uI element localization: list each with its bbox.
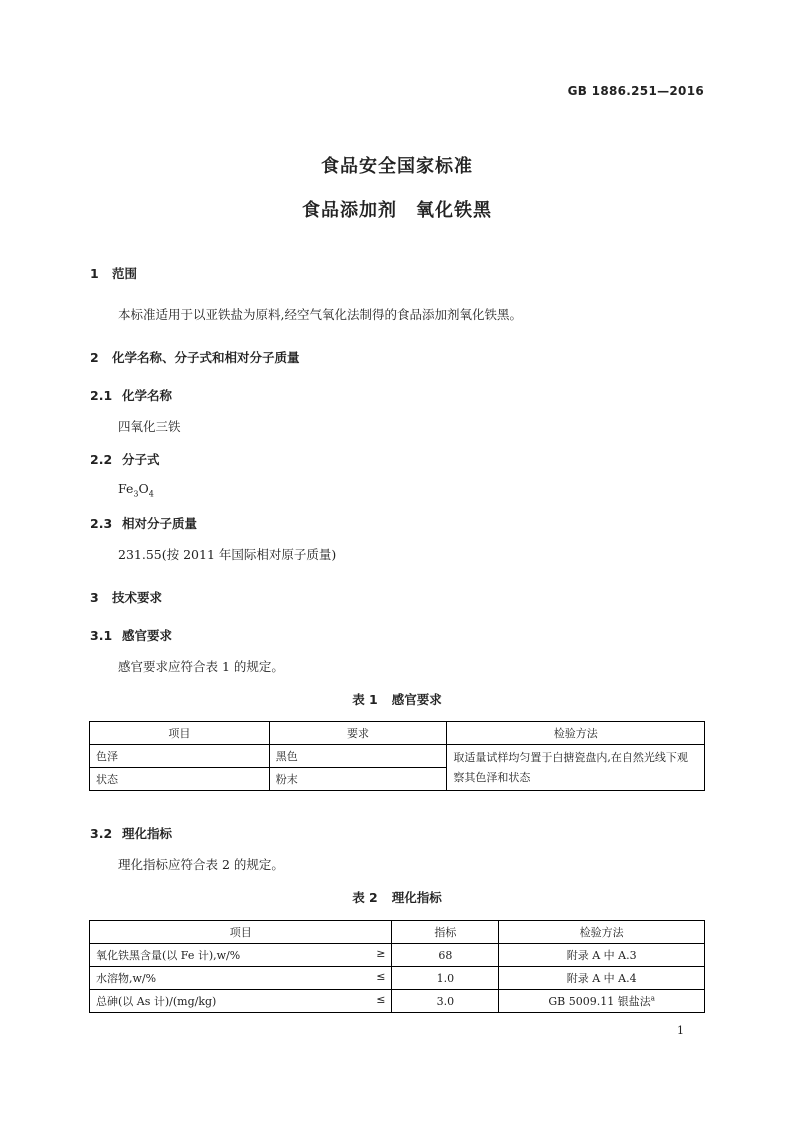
section-title: 范围 bbox=[112, 266, 138, 281]
section-2-1-heading bbox=[90, 386, 172, 404]
table-1-caption: 表 1 感官要求 bbox=[352, 692, 442, 707]
section-number: 3 bbox=[90, 590, 99, 605]
section-number: 3.2 bbox=[90, 826, 113, 841]
page-number: 1 bbox=[677, 1024, 684, 1037]
section-number: 2 bbox=[90, 350, 99, 365]
standard-number: GB 1886.251—2016 bbox=[567, 84, 704, 98]
requirement-cell: 粉末 bbox=[269, 768, 447, 791]
molecular-weight: 231.55(按 2011 年国际相对原子质量) bbox=[118, 547, 337, 562]
section-number: 3.1 bbox=[90, 628, 113, 643]
table-header-cell: 项目 bbox=[90, 921, 392, 944]
standard-subtitle: 食品添加剂 氧化铁黑 bbox=[302, 200, 492, 221]
molecular-formula: $Fe_3O_4$ bbox=[118, 481, 154, 499]
comparison-symbol: ≤ bbox=[376, 993, 386, 1006]
item-cell: 氧化铁黑含量(以 Fe 计),w/% ≥ bbox=[90, 944, 392, 967]
section-title: 化学名称 bbox=[122, 388, 173, 403]
method-cell: 附录 A 中 A.4 bbox=[499, 967, 705, 990]
value-cell: 1.0 bbox=[392, 967, 499, 990]
item-cell: 水溶物,w/% ≤ bbox=[90, 967, 392, 990]
table-header-row bbox=[90, 921, 705, 944]
section-number: 2.2 bbox=[90, 452, 113, 467]
method-cell: 附录 A 中 A.3 bbox=[499, 944, 705, 967]
table-header-cell: 指标 bbox=[392, 921, 499, 944]
item-cell: 色泽 bbox=[90, 745, 270, 768]
footnote-marker: a bbox=[650, 994, 655, 1003]
item-cell: 总砷(以 As 计)/(mg/kg) ≤ bbox=[90, 990, 392, 1013]
section-2-heading bbox=[90, 348, 300, 366]
section-number: 2.1 bbox=[90, 388, 113, 403]
value-cell: 3.0 bbox=[392, 990, 499, 1013]
section-2-2-heading bbox=[90, 450, 160, 468]
table-header-cell: 要求 bbox=[269, 722, 447, 745]
section-2-3-heading bbox=[90, 514, 197, 532]
table-row bbox=[90, 967, 705, 990]
requirement-cell: 黑色 bbox=[269, 745, 447, 768]
section-title: 分子式 bbox=[122, 452, 160, 467]
comparison-symbol: ≤ bbox=[376, 970, 386, 983]
section-3-heading bbox=[90, 588, 162, 606]
value-cell: 68 bbox=[392, 944, 499, 967]
section-3-2-text: 理化指标应符合表 2 的规定。 bbox=[118, 857, 284, 872]
item-cell: 状态 bbox=[90, 768, 270, 791]
chemical-name: 四氧化三铁 bbox=[118, 419, 181, 434]
table-header-cell: 检验方法 bbox=[499, 921, 705, 944]
table-2-physicochemical-indicators bbox=[89, 920, 705, 1013]
table-header-cell: 检验方法 bbox=[447, 722, 705, 745]
section-title: 理化指标 bbox=[122, 826, 173, 841]
section-1-heading bbox=[90, 264, 137, 282]
comparison-symbol: ≥ bbox=[376, 947, 386, 960]
table-header-cell: 项目 bbox=[90, 722, 270, 745]
section-1-text: 本标准适用于以亚铁盐为原料,经空气氧化法制得的食品添加剂氧化铁黑。 bbox=[118, 307, 522, 322]
standard-title: 食品安全国家标准 bbox=[321, 156, 473, 177]
section-number: 2.3 bbox=[90, 516, 113, 531]
table-row bbox=[90, 745, 705, 768]
section-title: 技术要求 bbox=[112, 590, 163, 605]
section-3-2-heading bbox=[90, 824, 172, 842]
section-title: 感官要求 bbox=[122, 628, 173, 643]
table-row bbox=[90, 990, 705, 1013]
section-3-1-heading bbox=[90, 626, 172, 644]
section-number: 1 bbox=[90, 266, 99, 281]
table-1-sensory-requirements bbox=[89, 721, 705, 791]
method-cell: GB 5009.11 银盐法$^a$ bbox=[499, 990, 705, 1013]
section-3-1-text: 感官要求应符合表 1 的规定。 bbox=[118, 659, 284, 674]
method-cell: 取适量试样均匀置于白搪瓷盘内,在自然光线下观察其色泽和状态 bbox=[447, 745, 705, 791]
section-title: 化学名称、分子式和相对分子质量 bbox=[112, 350, 300, 365]
table-2-caption: 表 2 理化指标 bbox=[352, 890, 442, 905]
table-header-row bbox=[90, 722, 705, 745]
section-title: 相对分子质量 bbox=[122, 516, 198, 531]
table-row bbox=[90, 944, 705, 967]
